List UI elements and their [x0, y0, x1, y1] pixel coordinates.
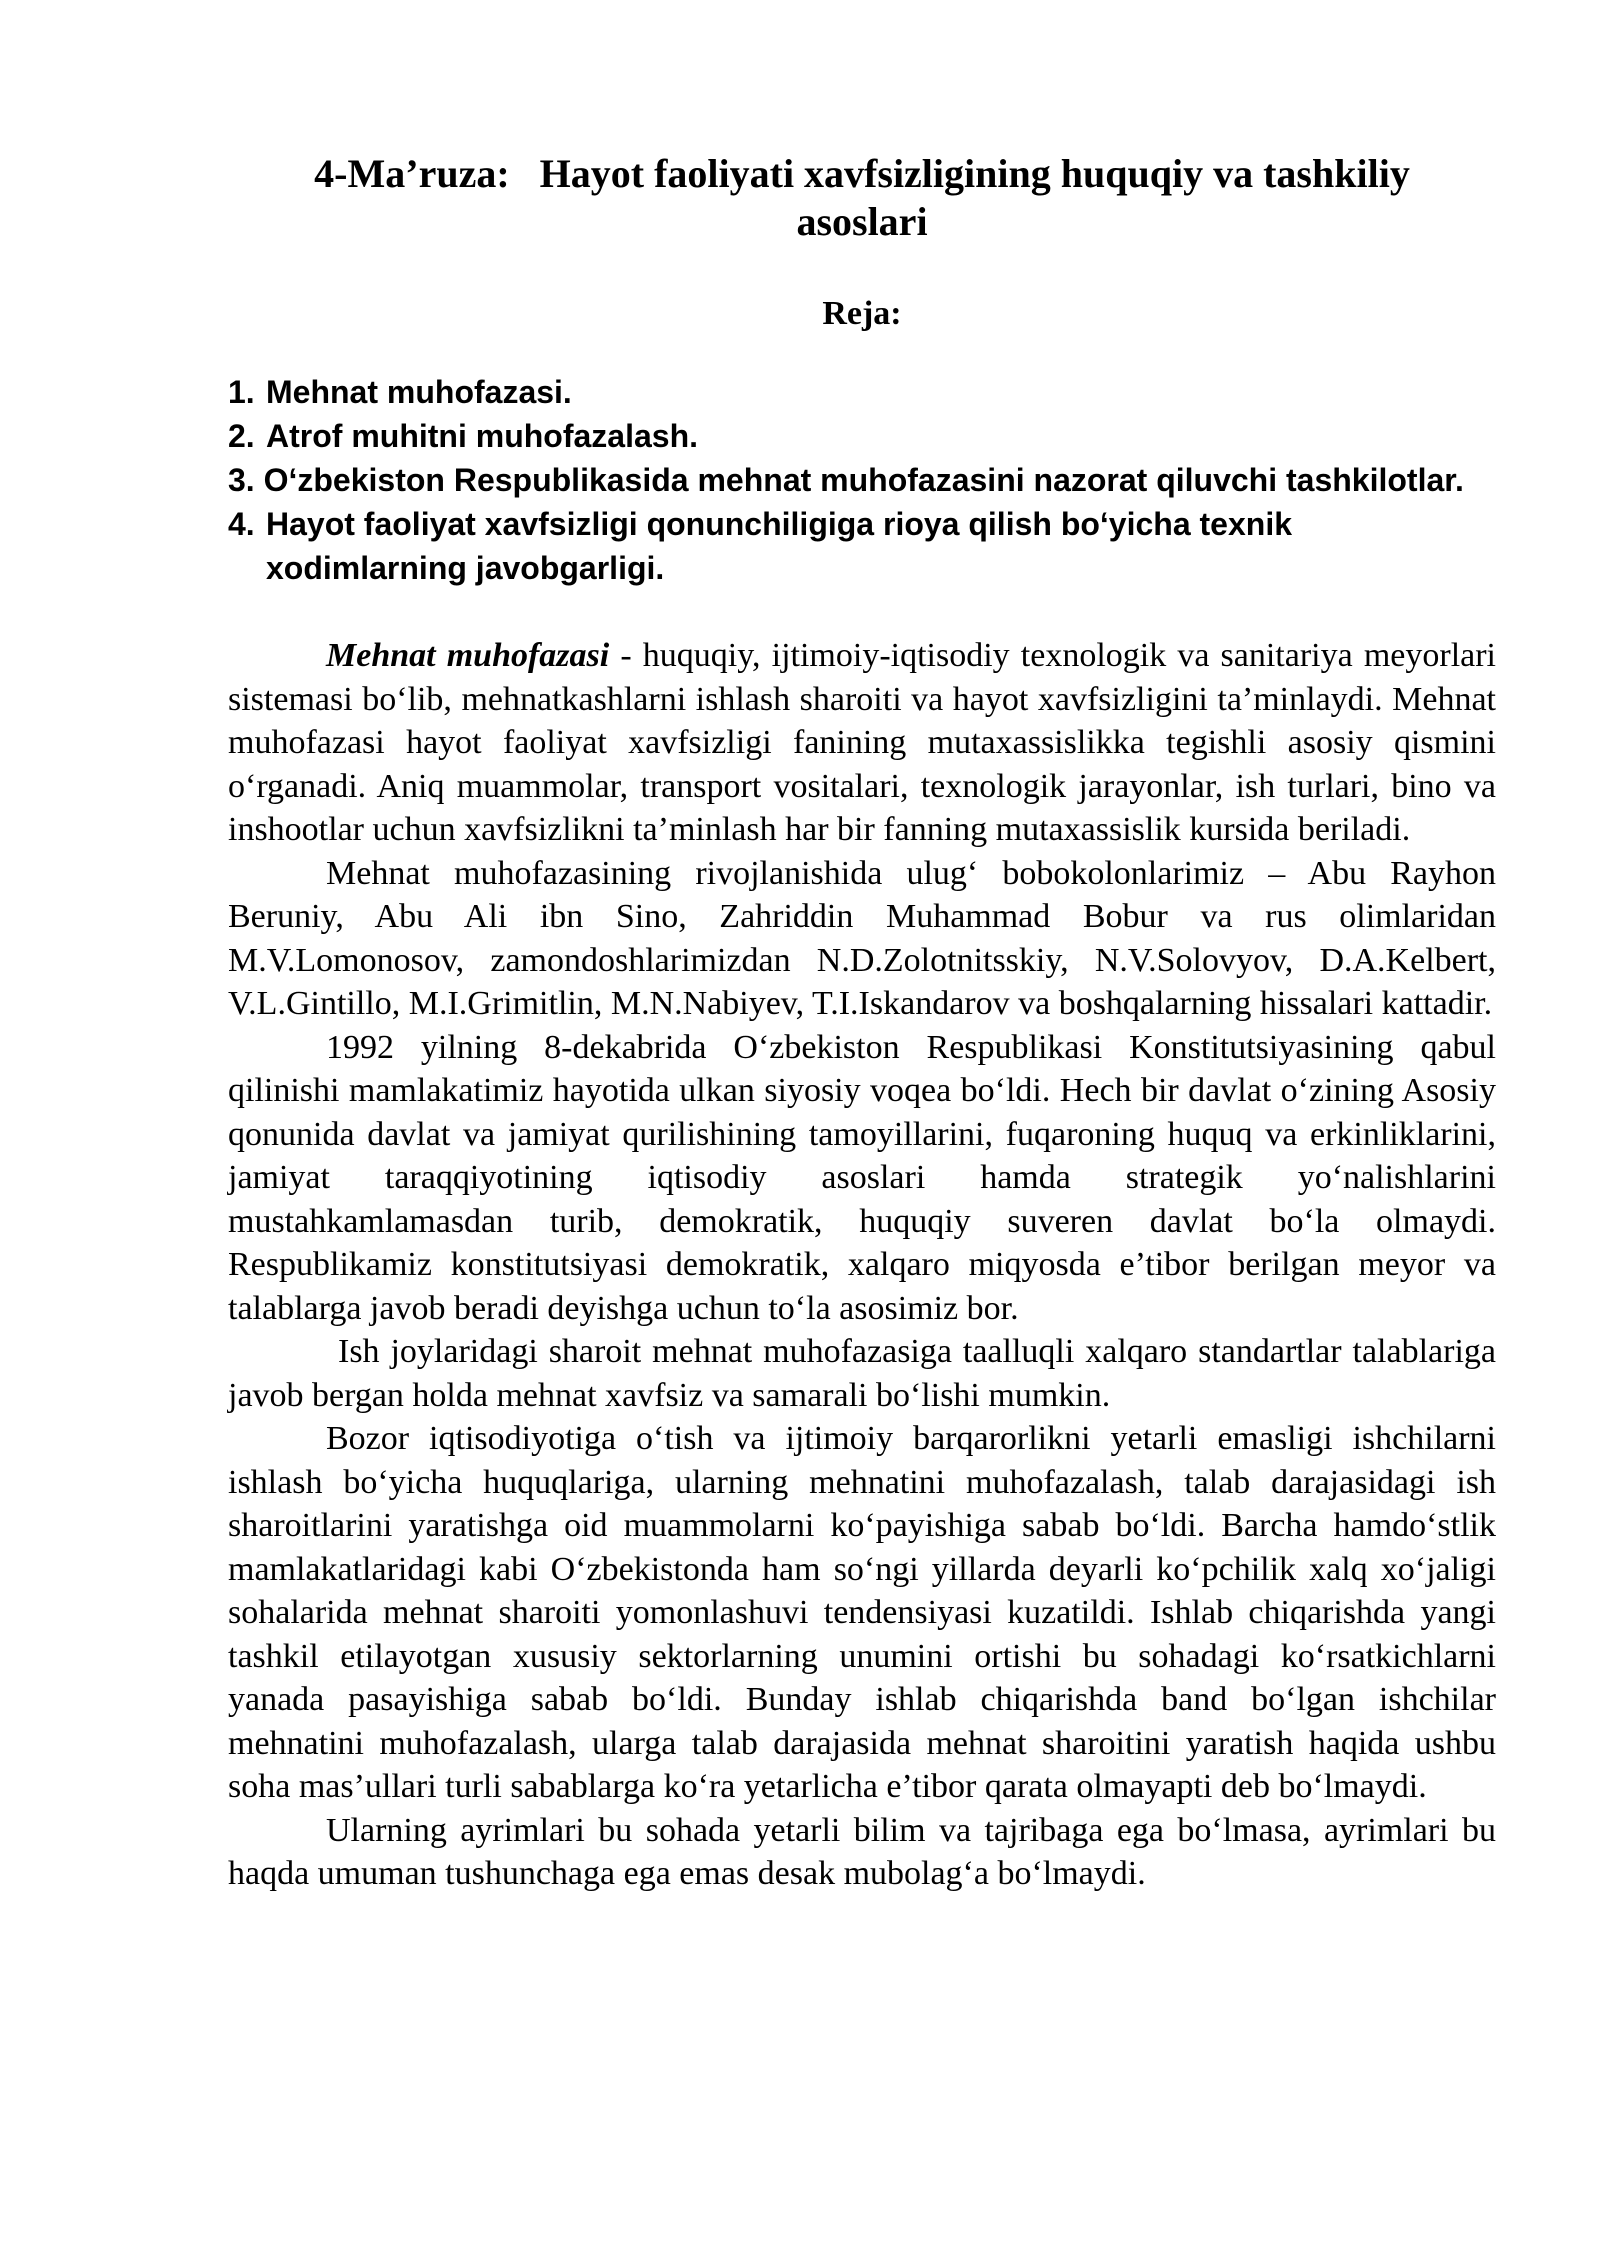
plan-item-number: 1. — [228, 374, 255, 410]
paragraph — [228, 1417, 1496, 1809]
lecture-body — [228, 634, 1505, 1896]
paragraph — [228, 852, 1496, 1026]
paragraph-text: Bozor iqtisodiyotiga o‘tish va ijtimoiy barqarorlikni yetarli emasligi ishchilarni ishlash bo‘yicha huquqlariga, ularning mehnatini muhofazalash, talab darajasidagi ish sharoitlarini yaratishga oid muammolarni ko‘payishiga sabab bo‘ldi. Barcha hamdo‘stlik mamlakatlaridagi kabi O‘zbekistonda ham so‘ngi yillarda deyarli ko‘pchilik xalq xo‘jaligi sohalarida mehnat sharoiti yomonlashuvi tendensiyasi kuzatildi. Ishlab chiqarishda yangi tashkil etilayotgan xususiy sektorlarning unumini ortishi bu sohadagi ko‘rsatkichlarni yanada pasayishiga sabab bo‘ldi. Bunday ishlab chiqarishda band bo‘lgan ishchilar mehnatini muhofazalash, ularga talab darajasida mehnat sharoitini yaratish haqida ushbu soha mas’ullari turli sabablarga ko‘ra yetarlicha e’tibor qarata olmayapti deb bo‘lmaydi. — [228, 1420, 1496, 1805]
plan-item-text: O‘zbekiston Respublikasida mehnat muhofazasini nazorat qiluvchi tashkilotlar. — [263, 462, 1464, 498]
paragraph-text: 1992 yilning 8-dekabrida O‘zbekiston Respublikasi Konstitutsiyasining qabul qilinishi mamlakatimiz hayotida ulkan siyosiy voqea bo‘ldi. Hech bir davlat o‘zining Asosiy qonunida davlat va jamiyat qurilishining tamoyillarini, fuqaroning huquq va erkinliklarini, jamiyat taraqqiyotining iqtisodiy asoslari hamda strategik yo‘nalishlarini mustahkamlamasdan turib, demokratik, huquqiy suveren davlat bo‘la olmaydi. Respublikamiz konstitutsiyasi demokratik, xalqaro miqyosda e’tibor berilgan meyor va talablarga javob beradi deyishga uchun to‘la asosimiz bor. — [228, 1028, 1496, 1327]
lecture-title — [228, 150, 1496, 246]
lecture-title-line-2: asoslari — [796, 199, 928, 244]
plan-item-number: 2. — [228, 418, 255, 454]
plan-item — [228, 414, 1496, 458]
plan-item-number: 3. — [228, 462, 255, 498]
paragraph — [228, 1330, 1496, 1417]
plan-list — [228, 370, 1496, 590]
defined-term: Mehnat muhofazasi — [326, 637, 610, 674]
plan-item — [228, 370, 1496, 414]
paragraph — [228, 1809, 1496, 1896]
plan-item-text: Hayot faoliyat xavfsizligi qonunchiligiga rioya qilish bo‘yicha texnik xodimlarning javobgarligi. — [266, 506, 1292, 586]
plan-item — [228, 458, 1496, 502]
paragraph-text: Ularning ayrimlari bu sohada yetarli bilim va tajribaga ega bo‘lmasa, ayrimlari bu haqda umuman tushunchaga ega emas desak mubolag‘a bo‘lmaydi. — [228, 1811, 1496, 1892]
document-page — [228, 150, 1505, 1896]
paragraph — [228, 634, 1505, 852]
plan-item — [228, 502, 1496, 590]
paragraph-text: Ish joylaridagi sharoit mehnat muhofazasiga taalluqli xalqaro standartlar talablariga javob bergan holda mehnat xavfsiz va samarali bo‘lishi mumkin. — [228, 1333, 1496, 1414]
paragraph-text: - huquqiy, ijtimoiy-iqtisodiy texnologik va sanitariya meyorlari sistemasi bo‘lib, mehnatkashlarni ishlash sharoiti va hayot xavfsizligini ta’minlaydi. Mehnat muhofazasi hayot faoliyat xavfsizligi fanining mutaxassislikka tegishli asosiy qismini o‘rganadi. Aniq muammolar, transport vositalari, texnologik jarayonlar, ish turlari, bino va inshootlar uchun xavfsizlikni ta’minlash har bir fanning mutaxassislik kursida beriladi. — [228, 637, 1505, 848]
paragraph — [228, 1026, 1496, 1331]
lecture-title-line-1: 4-Ma’ruza: Hayot faoliyati xavfsizligining huquqiy va tashkiliy — [314, 151, 1410, 196]
plan-item-number: 4. — [228, 506, 255, 542]
plan-heading: Reja: — [822, 295, 902, 332]
plan-item-text: Mehnat muhofazasi. — [266, 374, 572, 410]
plan-item-text: Atrof muhitni muhofazalash. — [266, 418, 698, 454]
paragraph-text: Mehnat muhofazasining rivojlanishida ulug‘ bobokolonlarimiz – Abu Rayhon Beruniy, Abu Ali ibn Sino, Zahriddin Muhammad Bobur va rus olimlaridan M.V.Lomonosov, zamondoshlarimizdan N.D.Zolotnitsskiy, N.V.Solovyov, D.A.Kelbert, V.L.Gintillo, M.I.Grimitlin, M.N.Nabiyev, T.I.Iskandarov va boshqalarning hissalari kattadir. — [228, 854, 1496, 1022]
